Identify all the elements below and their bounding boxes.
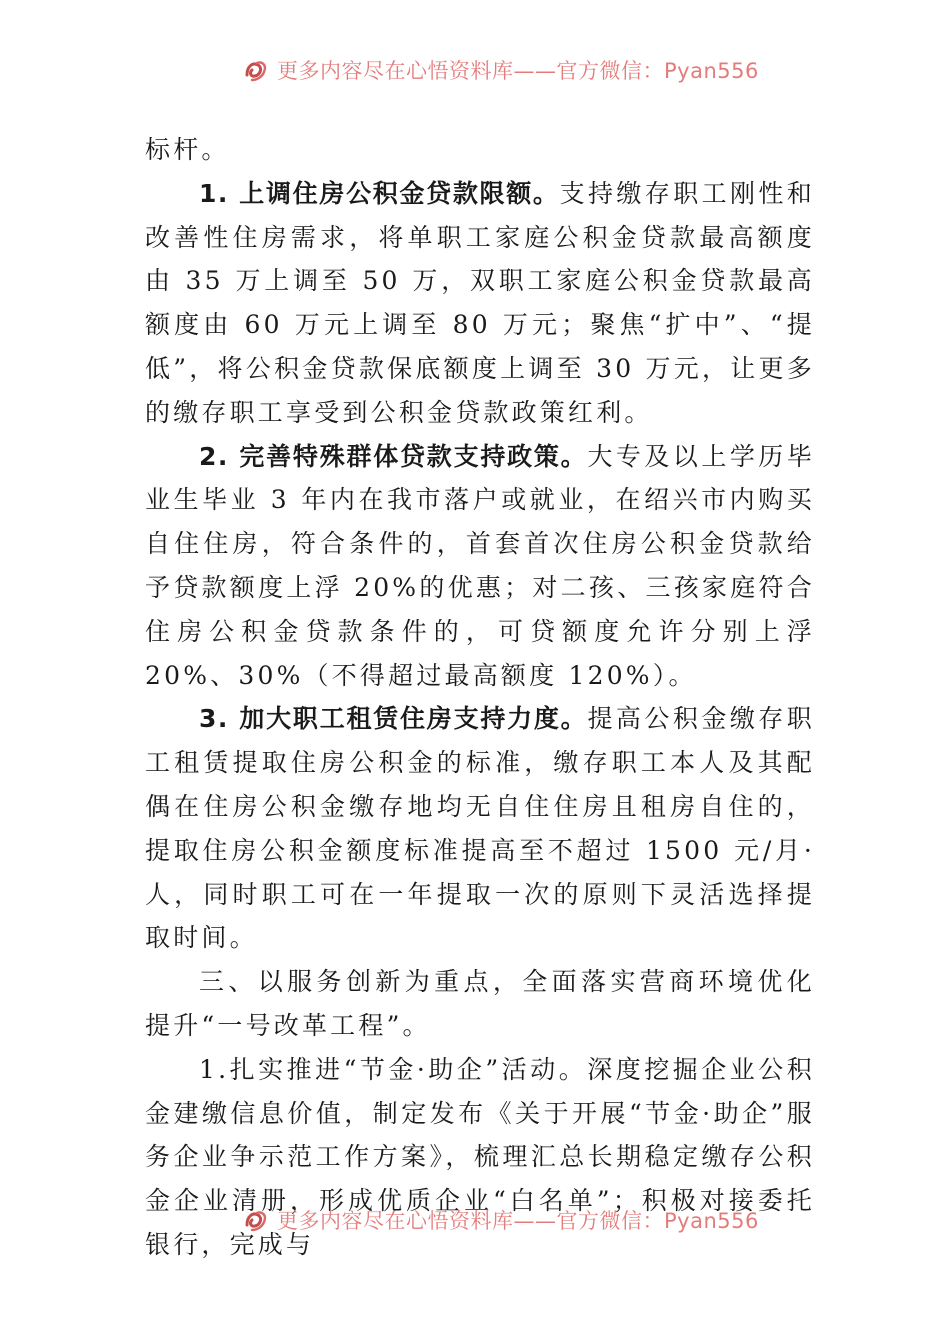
watermark-bottom: [243, 1202, 763, 1238]
paragraph-1-body: 支持缴存职工刚性和改善性住房需求，将单职工家庭公积金贷款最高额度由 35 万上调至 50 万，双职工家庭公积金贷款最高额度由 60 万元上调至 80 万元；聚焦“扩中”、“提低”，将公积金贷款保底额度上调至 30 万元，让更多的缴存职工享受到公积金贷款政策红利。: [145, 178, 815, 427]
paragraph-2-body: 大专及以上学历毕业生毕业 3 年内在我市落户或就业，在绍兴市内购买自住住房，符合条件的，首套首次住房公积金贷款给予贷款额度上浮 20%的优惠；对二孩、三孩家庭符合住房公积金贷款条件的，可贷额度允许分别上浮 20%、30%（不得超过最高额度 120%）。: [145, 441, 815, 690]
paragraph-3-title: 3. 加大职工租赁住房支持力度。: [199, 704, 588, 734]
paragraph-3: [145, 697, 815, 960]
paragraph-1: [145, 172, 815, 435]
watermark-logo-icon: [243, 1207, 269, 1233]
watermark-logo-icon: [243, 57, 269, 83]
document-body: [145, 128, 815, 1267]
paragraph-5: 1.扎实推进“节金·助企”活动。深度挖掘企业公积金建缴信息价值，制定发布《关于开展“节金·助企”服务企业争示范工作方案》，梳理汇总长期稳定缴存公积金企业清册，形成优质企业“白名单”；积极对接委托银行，完成与: [145, 1054, 815, 1259]
paragraph-2-title: 2. 完善特殊群体贷款支持政策。: [199, 441, 588, 471]
watermark-text: 更多内容尽在心悟资料库——官方微信：Pyan556: [277, 1209, 759, 1233]
paragraph-intro: 标杆。: [145, 135, 230, 164]
watermark-top: [243, 52, 763, 88]
paragraph-2: [145, 435, 815, 698]
section-heading-3: 三、以服务创新为重点，全面落实营商环境优化提升“一号改革工程”。: [145, 967, 815, 1040]
watermark-text: 更多内容尽在心悟资料库——官方微信：Pyan556: [277, 59, 759, 83]
paragraph-3-body: 提高公积金缴存职工租赁提取住房公积金的标准，缴存职工本人及其配偶在住房公积金缴存地均无自住住房且租房自住的，提取住房公积金额度标准提高至不超过 1500 元/月·人，同时职工可在一年提取一次的原则下灵活选择提取时间。: [145, 704, 815, 953]
paragraph-1-title: 1. 上调住房公积金贷款限额。: [199, 178, 560, 208]
